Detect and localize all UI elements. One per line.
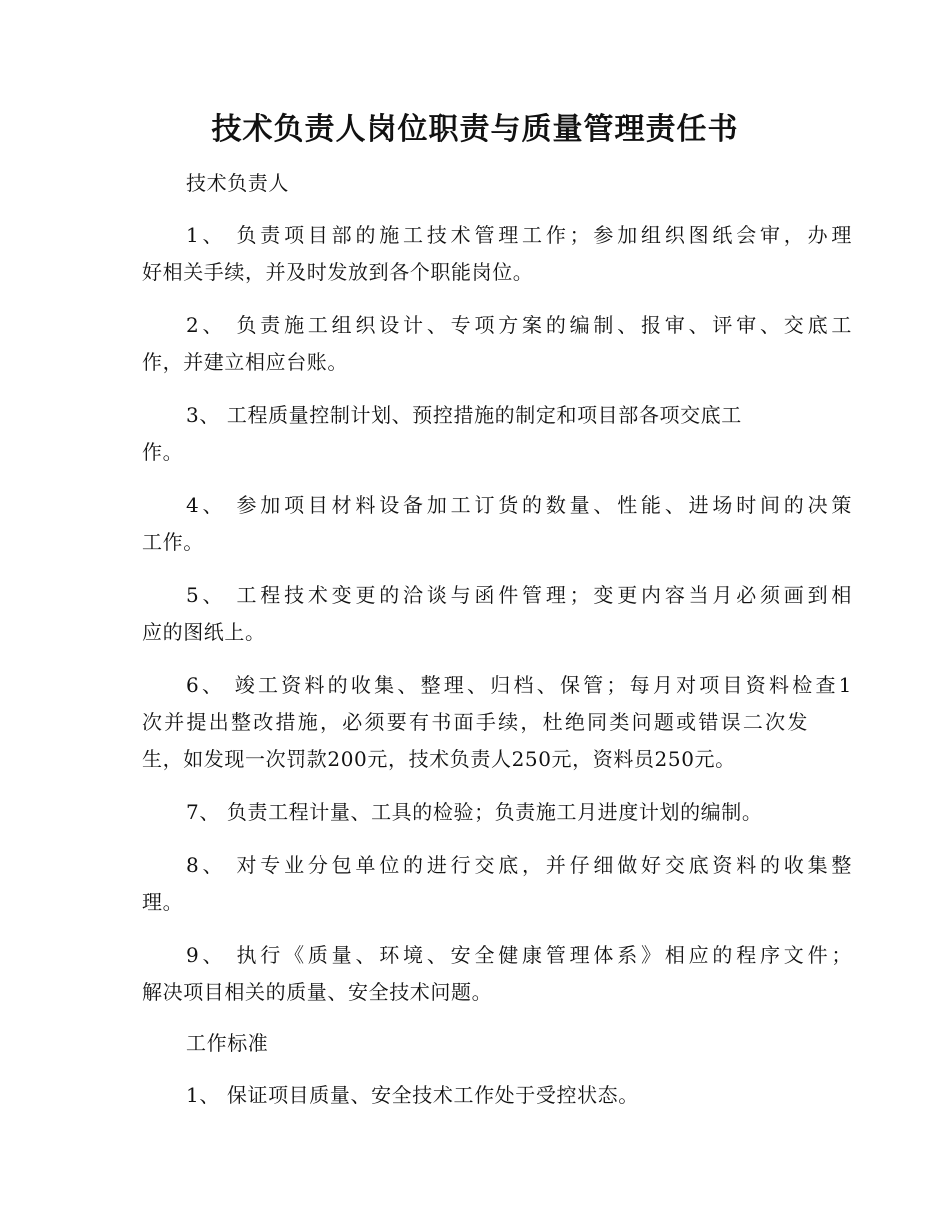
paragraph-6-line-1: 6、 竣工资料的收集、整理、归档、保管；每月对项目资料检查1 — [186, 673, 852, 697]
paragraph-8-line-2: 理。 — [142, 890, 184, 914]
paragraph-2-line-1: 2、 负责施工组织设计、专项方案的编制、报审、评审、交底工 — [186, 313, 852, 337]
paragraph-9-line-2: 解决项目相关的质量、安全技术问题。 — [142, 980, 493, 1004]
paragraph-4-line-2: 工作。 — [142, 530, 204, 554]
paragraph-4-line-1: 4、 参加项目材料设备加工订货的数量、性能、进场时间的决策 — [186, 493, 852, 517]
paragraph-5-line-2: 应的图纸上。 — [142, 620, 266, 644]
paragraph-5-line-1: 5、 工程技术变更的洽谈与函件管理；变更内容当月必须画到相 — [186, 583, 852, 607]
paragraph-6-line-3: 生，如发现一次罚款200元，技术负责人250元，资料员250元。 — [142, 747, 736, 771]
paragraph-8-line-1: 8、 对专业分包单位的进行交底，并仔细做好交底资料的收集整 — [186, 853, 852, 877]
paragraph-1-line-2: 好相关手续，并及时发放到各个职能岗位。 — [142, 260, 534, 284]
paragraph-3-line-2: 作。 — [142, 440, 184, 464]
paragraph-9-line-1: 9、 执行《质量、环境、安全健康管理体系》相应的程序文件； — [186, 943, 852, 967]
section-heading-tech-lead: 技术负责人 — [186, 171, 289, 195]
paragraph-6-line-2: 次并提出整改措施，必须要有书面手续，杜绝同类问题或错误二次发 — [142, 710, 808, 734]
paragraph-7-line-1: 7、 负责工程计量、工具的检验；负责施工月进度计划的编制。 — [186, 800, 763, 824]
paragraph-3-line-1: 3、 工程质量控制计划、预控措施的制定和项目部各项交底工 — [186, 403, 742, 427]
section-heading-work-standard: 工作标准 — [186, 1031, 269, 1055]
document-title: 技术负责人岗位职责与质量管理责任书 — [211, 112, 739, 147]
paragraph-1-line-1: 1、 负责项目部的施工技术管理工作；参加组织图纸会审，办理 — [186, 223, 852, 247]
paragraph-2-line-2: 作，并建立相应台账。 — [142, 350, 348, 374]
standard-item-1: 1、 保证项目质量、安全技术工作处于受控状态。 — [186, 1083, 639, 1107]
